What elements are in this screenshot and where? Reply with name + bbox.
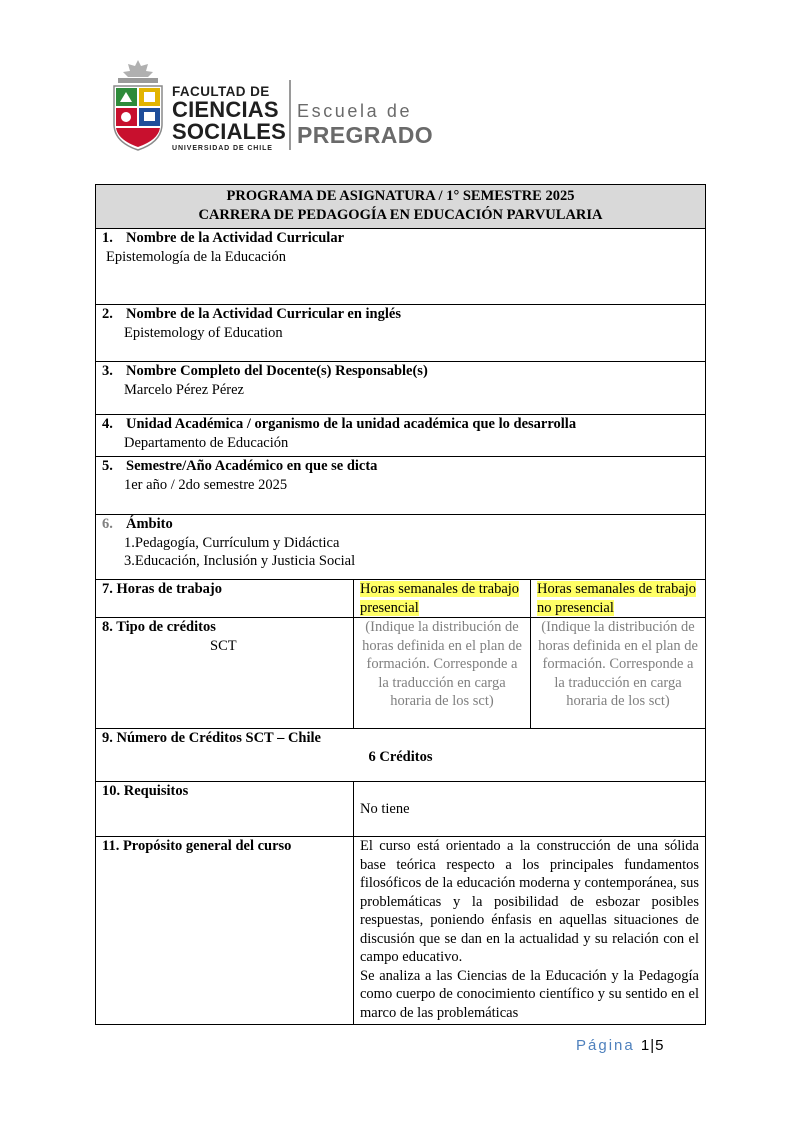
section-1-label: Nombre de la Actividad Curricular (126, 230, 345, 246)
section-6-label: Ámbito (126, 516, 173, 532)
section-4-row (96, 415, 706, 457)
school-name (297, 100, 433, 148)
header-divider (289, 80, 291, 150)
current-page-number: 1 (640, 1037, 651, 1054)
section-1-row (96, 229, 706, 305)
section-4-label: Unidad Académica / organismo de la unidad académica que lo desarrolla (126, 416, 577, 432)
section-1-value: Epistemología de la Educación (106, 248, 286, 265)
section-6-number: 6. (102, 516, 113, 532)
page-separator: | (650, 1037, 656, 1054)
university-name: UNIVERSIDAD DE CHILE (172, 145, 273, 152)
section-4 (96, 415, 706, 457)
section-3-row (96, 362, 706, 415)
section-5-label: Semestre/Año Académico en que se dicta (126, 458, 378, 474)
section-5-row (96, 457, 706, 515)
section-5 (96, 457, 706, 515)
school-line1: Escuela de (297, 101, 413, 121)
section-6-row (96, 515, 706, 580)
page-word: Página (576, 1037, 635, 1054)
section-3-label: Nombre Completo del Docente(s) Responsable(s) (126, 363, 428, 379)
section-8-presencial-note: (Indique la distribución de horas definida en el plan de formación. Corresponde a la traducción en carga horaria de los sct) (354, 618, 531, 729)
section-8-row (96, 618, 706, 729)
section-6-value1: 1.Pedagogía, Currículum y Didáctica (124, 534, 340, 551)
section-6-value2: 3.Educación, Inclusión y Justicia Social (124, 553, 356, 569)
section-2-row (96, 305, 706, 362)
section-8-no-presencial-note: (Indique la distribución de horas definida en el plan de formación. Corresponde a la traducción en carga horaria de los sct) (531, 618, 706, 729)
section-7-presencial-text: Horas semanales de trabajo presencial (360, 581, 520, 616)
title-line1: PROGRAMA DE ASIGNATURA / 1° SEMESTRE 2025 (226, 188, 575, 204)
section-10-label: 10. Requisitos (96, 782, 354, 837)
section-9-label: 9. Número de Créditos SCT – Chile (102, 730, 321, 746)
section-11-paragraph-2: Se analiza a las Ciencias de la Educación y la Pedagogía como cuerpo de conocimiento científico y su sentido en el marco de las problemáticas (360, 967, 699, 1021)
page-footer (576, 1037, 664, 1054)
section-9-value: 6 Créditos (368, 748, 433, 765)
section-2-number: 2. (102, 306, 113, 322)
section-10-cell (354, 782, 706, 837)
total-pages: 5 (655, 1037, 665, 1054)
faculty-header (110, 58, 450, 158)
university-crest-logo (110, 58, 166, 152)
section-8-cell (96, 618, 354, 729)
section-6 (96, 515, 706, 580)
section-3-number: 3. (102, 363, 113, 379)
section-2-value: Epistemology of Education (124, 324, 283, 341)
section-1 (96, 229, 706, 305)
program-table (95, 184, 706, 1025)
faculty-line1: FACULTAD DE (172, 84, 270, 99)
section-3 (96, 362, 706, 415)
title-line2: CARRERA DE PEDAGOGÍA EN EDUCACIÓN PARVULARIA (198, 206, 603, 223)
table-title-row (96, 185, 706, 229)
faculty-name (172, 84, 286, 154)
section-7-no-presencial-text: Horas semanales de trabajo no presencial (537, 581, 697, 616)
faculty-line3: SOCIALES (172, 119, 287, 144)
section-7-row (96, 580, 706, 618)
section-4-number: 4. (102, 416, 113, 432)
section-9 (96, 729, 706, 782)
section-10-value: No tiene (360, 801, 410, 817)
section-11-cell (354, 837, 706, 1025)
section-4-value: Departamento de Educación (124, 434, 289, 451)
section-7-no-presencial (531, 580, 706, 618)
table-title (96, 185, 706, 229)
section-8-label: 8. Tipo de créditos (102, 619, 216, 635)
section-11-paragraph-1: El curso está orientado a la construcción de una sólida base teórica respecto a los principales fundamentos filosóficos de la educación moderna y contemporánea, sus problemáticas y la posibilidad de esbozar posibles respuestas, poniendo énfasis en aquellas situaciones de discusión que se dan en la actualidad y su relación con el campo educativo. (360, 838, 699, 965)
section-11-row (96, 837, 706, 1025)
section-2-label: Nombre de la Actividad Curricular en inglés (126, 306, 401, 322)
section-1-number: 1. (102, 230, 113, 246)
section-5-number: 5. (102, 458, 113, 474)
section-7-presencial (354, 580, 531, 618)
section-8-value: SCT (210, 637, 237, 654)
section-9-row (96, 729, 706, 782)
section-2 (96, 305, 706, 362)
section-11-label: 11. Propósito general del curso (96, 837, 354, 1025)
section-3-value: Marcelo Pérez Pérez (124, 381, 244, 398)
section-10-row (96, 782, 706, 837)
section-5-value: 1er año / 2do semestre 2025 (124, 476, 288, 493)
section-7-label: 7. Horas de trabajo (96, 580, 354, 618)
faculty-line2: CIENCIAS (172, 97, 279, 122)
school-line2: PREGRADO (297, 122, 434, 148)
